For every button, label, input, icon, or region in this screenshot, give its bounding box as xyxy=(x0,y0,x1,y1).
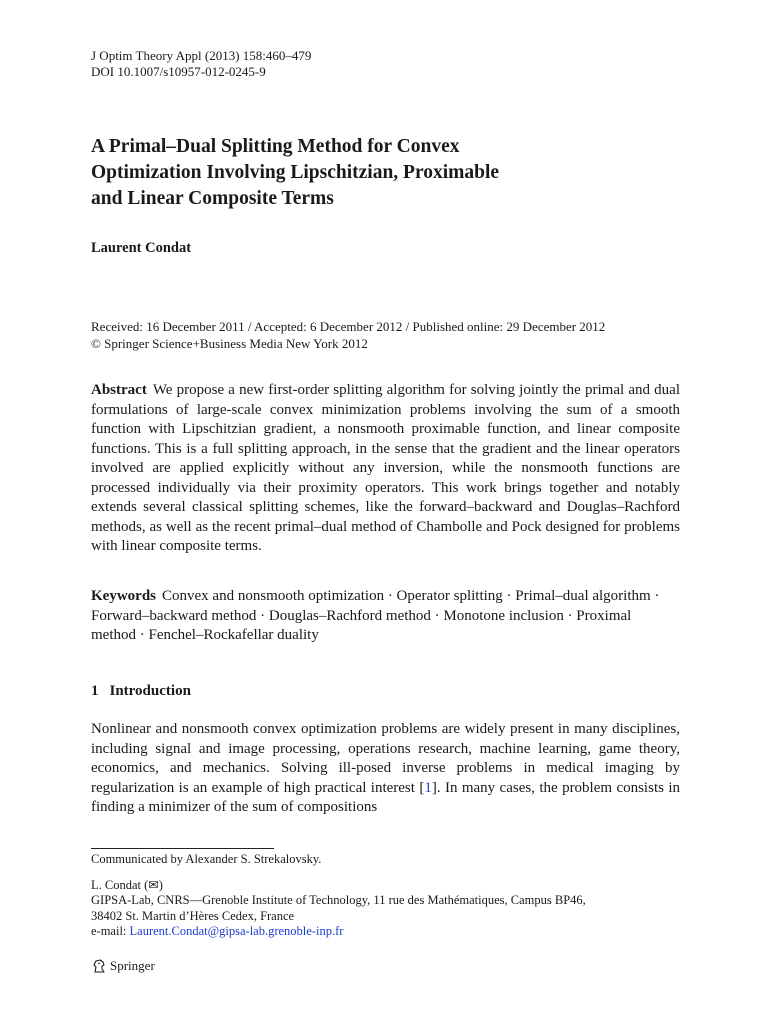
introduction-paragraph xyxy=(91,720,680,818)
footnote-divider xyxy=(91,848,274,849)
communicated-by: Communicated by Alexander S. Strekalovsky. xyxy=(91,852,322,866)
springer-horse-icon xyxy=(91,958,107,974)
footnotes xyxy=(91,852,586,940)
author-name: Laurent Condat xyxy=(91,240,192,256)
abstract-label: Abstract xyxy=(91,382,147,398)
keywords xyxy=(91,587,680,646)
intro-text: Nonlinear and nonsmooth convex optimization problems are widely present in many disciplines, including signal and image processing, operations research, machine learning, game theory, economics, and mechanics. Solving ill-posed inverse problems in medical imaging by regularization is an example of high practical interest [ xyxy=(91,721,680,796)
title-line: A Primal–Dual Splitting Method for Convex xyxy=(91,136,460,157)
title-line: and Linear Composite Terms xyxy=(91,188,334,209)
corresponding-author: L. Condat (✉) xyxy=(91,877,163,892)
journal-header xyxy=(91,48,311,80)
email-line xyxy=(91,924,586,940)
abstract-text: We propose a new first-order splitting algorithm for solving jointly the primal and dual formulations of large-scale convex minimization problems involving the sum of a smooth function with Lipschitzian gradient, a nonsmooth proximable function, and linear composite functions. This is a full splitting approach, in the sense that the gradient and the linear operators involved are applied explicitly without any inversion, while the nonsmooth functions are processed individually via their proximity operators. This work brings together and notably extends several classical splitting schemes, like the forward–backward and Douglas–Rachford methods, as well as the recent primal–dual method of Chambolle and Pock designed for problems with linear composite terms. xyxy=(91,382,680,554)
doi: DOI 10.1007/s10957-012-0245-9 xyxy=(91,64,266,79)
citation-link[interactable]: 1 xyxy=(424,779,432,796)
affiliation-line: 38402 St. Martin d’Hères Cedex, France xyxy=(91,908,295,923)
publication-dates xyxy=(91,318,605,352)
title-line: Optimization Involving Lipschitzian, Proximable xyxy=(91,162,500,183)
intro-text: ]. In many cases, the problem consists in finding a minimizer of the sum of compositions xyxy=(91,779,681,815)
publisher-logo xyxy=(91,958,155,974)
keywords-label: Keywords xyxy=(91,588,156,604)
journal-citation: J Optim Theory Appl (2013) 158:460–479 xyxy=(91,48,312,63)
affiliation-line: GIPSA-Lab, CNRS—Grenoble Institute of Technology, 11 rue des Mathématiques, Campus BP46, xyxy=(91,893,586,907)
keywords-text: Convex and nonsmooth optimization · Operator splitting · Primal–dual algorithm · Forward–backward method · Douglas–Rachford method · Monotone inclusion · Proximal method · Fenchel–Rockafellar duality xyxy=(91,588,660,643)
paper-title xyxy=(91,134,691,212)
section-number: 1 xyxy=(91,683,99,699)
section-title: Introduction xyxy=(109,683,191,699)
copyright-line: © Springer Science+Business Media New York 2012 xyxy=(91,336,368,351)
email-link[interactable]: Laurent.Condat@gipsa-lab.grenoble-inp.fr xyxy=(129,924,344,938)
email-label: e-mail: xyxy=(91,924,130,938)
history-line: Received: 16 December 2011 / Accepted: 6 December 2012 / Published online: 29 December 2012 xyxy=(91,319,606,334)
abstract xyxy=(91,381,680,557)
publisher-name: Springer xyxy=(110,958,155,973)
section-heading xyxy=(91,683,191,700)
